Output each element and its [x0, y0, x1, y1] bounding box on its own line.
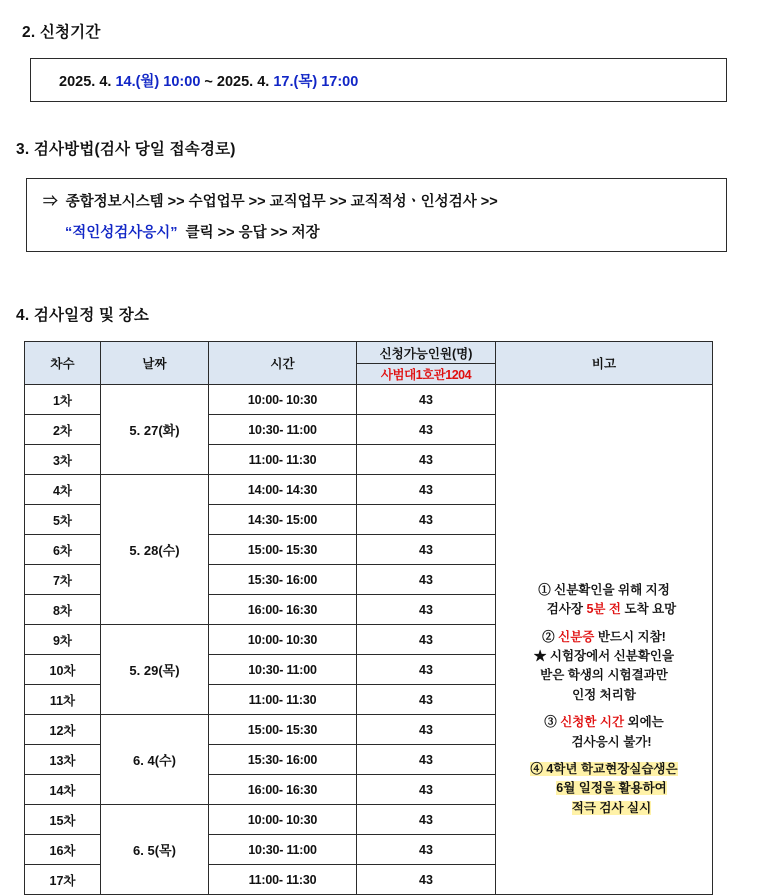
cell-capacity: 43	[357, 685, 496, 715]
header-note: 비고	[496, 342, 713, 385]
cell-time: 10:30- 11:00	[209, 415, 357, 445]
cell-time: 15:30- 16:00	[209, 745, 357, 775]
cell-time: 11:00- 11:30	[209, 445, 357, 475]
note-1-line1: ① 신분확인을 위해 지정	[538, 582, 670, 597]
cell-round: 17차	[25, 865, 101, 895]
schedule-table	[24, 341, 713, 895]
cell-time: 15:00- 15:30	[209, 535, 357, 565]
cell-time: 10:00- 10:30	[209, 805, 357, 835]
section-heading-schedule: 4. 검사일정 및 장소	[16, 307, 150, 324]
method-path-text: 종합정보시스템 >> 수업업무 >> 교직업무 >> 교직적성ㆍ인성검사 >>	[65, 194, 498, 210]
cell-capacity: 43	[357, 715, 496, 745]
cell-capacity: 43	[357, 535, 496, 565]
note-2-line4: 인정 처리함	[572, 687, 636, 702]
cell-capacity: 43	[357, 595, 496, 625]
period-end-day: 17.(목)	[273, 74, 318, 90]
method-action-rest: 클릭 >> 응답 >> 저장	[185, 225, 320, 241]
cell-capacity: 43	[357, 625, 496, 655]
cell-capacity: 43	[357, 775, 496, 805]
note-3-line1: ③ 신청한 시간 외에는	[544, 715, 664, 730]
period-start-prefix: 2025. 4.	[59, 74, 116, 90]
cell-time: 16:00- 16:30	[209, 775, 357, 805]
header-round: 차수	[25, 342, 101, 385]
table-header-row	[25, 342, 713, 364]
cell-time: 16:00- 16:30	[209, 595, 357, 625]
period-tilde: ~	[200, 74, 217, 90]
table-row	[25, 385, 713, 415]
cell-time: 14:30- 15:00	[209, 505, 357, 535]
cell-time: 10:30- 11:00	[209, 835, 357, 865]
period-end-prefix: 2025. 4.	[216, 74, 274, 90]
cell-date: 5. 29(목)	[101, 625, 209, 715]
cell-round: 10차	[25, 655, 101, 685]
note-4-line2: 6월 일정을 활용하여	[556, 781, 667, 796]
cell-time: 11:00- 11:30	[209, 685, 357, 715]
application-period-box	[30, 58, 727, 102]
cell-capacity: 43	[357, 505, 496, 535]
cell-time: 15:00- 15:30	[209, 715, 357, 745]
cell-capacity: 43	[357, 865, 496, 895]
cell-time: 15:30- 16:00	[209, 565, 357, 595]
cell-capacity: 43	[357, 445, 496, 475]
cell-date: 5. 27(화)	[101, 385, 209, 475]
method-click-target: “적인성검사응시”	[65, 225, 178, 241]
header-capacity: 신청가능인원(명)	[357, 342, 496, 364]
cell-capacity: 43	[357, 835, 496, 865]
period-start-day: 14.(월)	[115, 74, 160, 90]
header-date: 날짜	[101, 342, 209, 385]
note-2-line2: ★ 시험장에서 신분확인을	[533, 649, 675, 664]
cell-round: 12차	[25, 715, 101, 745]
cell-time: 10:30- 11:00	[209, 655, 357, 685]
header-capacity-place: 사범대1호관1204	[357, 364, 496, 385]
cell-capacity: 43	[357, 475, 496, 505]
cell-round: 16차	[25, 835, 101, 865]
cell-round: 4차	[25, 475, 101, 505]
cell-round: 13차	[25, 745, 101, 775]
cell-round: 2차	[25, 415, 101, 445]
cell-round: 14차	[25, 775, 101, 805]
cell-capacity: 43	[357, 565, 496, 595]
application-period-text	[59, 70, 358, 91]
cell-round: 9차	[25, 625, 101, 655]
cell-date: 6. 5(목)	[101, 805, 209, 895]
cell-capacity: 43	[357, 415, 496, 445]
note-3-line2: 검사응시 불가!	[571, 734, 652, 749]
cell-time: 11:00- 11:30	[209, 865, 357, 895]
method-path-line	[43, 190, 498, 211]
cell-date: 5. 28(수)	[101, 475, 209, 625]
cell-round: 15차	[25, 805, 101, 835]
cell-round: 8차	[25, 595, 101, 625]
cell-notes	[496, 385, 713, 895]
cell-capacity: 43	[357, 655, 496, 685]
note-4-line3: 적극 검사 실시	[571, 800, 652, 815]
arrow-icon: ⇒	[43, 194, 58, 210]
cell-round: 11차	[25, 685, 101, 715]
test-method-box	[26, 178, 727, 252]
note-2-line1: ② 신분증 반드시 지참!	[542, 629, 666, 644]
cell-date: 6. 4(수)	[101, 715, 209, 805]
cell-capacity: 43	[357, 385, 496, 415]
cell-round: 3차	[25, 445, 101, 475]
period-start-time: 10:00	[163, 74, 201, 90]
cell-round: 6차	[25, 535, 101, 565]
cell-time: 10:00- 10:30	[209, 625, 357, 655]
note-2-line3: 받은 학생의 시험결과만	[540, 668, 668, 683]
section-heading-application-period: 2. 신청기간	[22, 24, 101, 41]
section-heading-test-method: 3. 검사방법(검사 당일 접속경로)	[16, 141, 236, 158]
cell-time: 14:00- 14:30	[209, 475, 357, 505]
period-end-time: 17:00	[321, 74, 359, 90]
header-time: 시간	[209, 342, 357, 385]
method-action-line	[65, 221, 320, 242]
cell-round: 7차	[25, 565, 101, 595]
cell-round: 1차	[25, 385, 101, 415]
cell-round: 5차	[25, 505, 101, 535]
note-1-line2: 검사장 5분 전 도착 요망	[546, 602, 677, 617]
cell-time: 10:00- 10:30	[209, 385, 357, 415]
note-4-line1: ④ 4학년 학교현장실습생은	[530, 761, 678, 776]
cell-capacity: 43	[357, 745, 496, 775]
cell-capacity: 43	[357, 805, 496, 835]
